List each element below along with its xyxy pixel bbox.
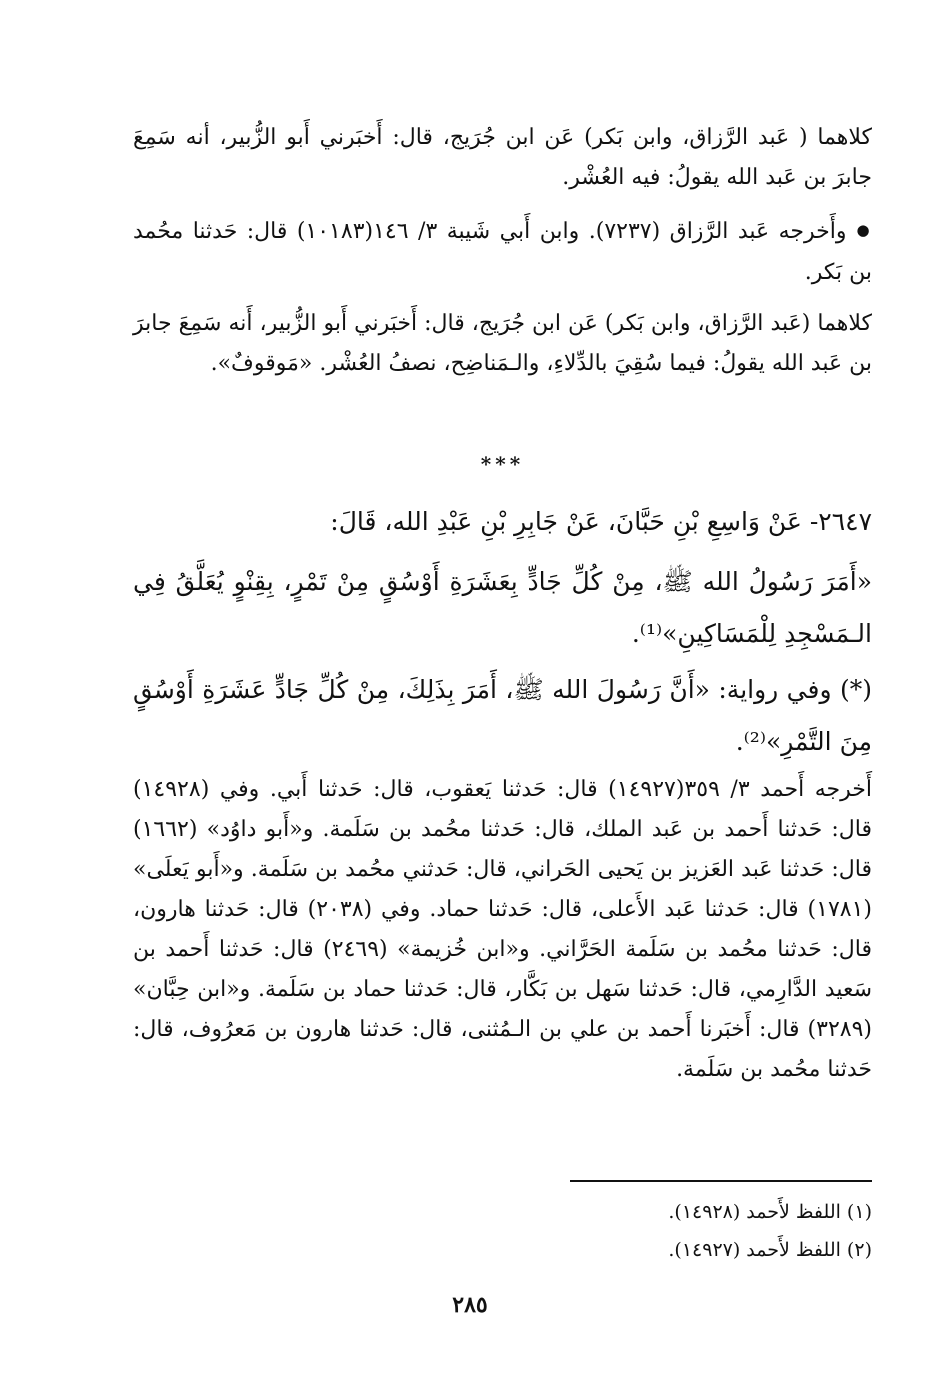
takhrij-paragraph: أَخرجه أَحمد ٣/ ٣٥٩(١٤٩٢٧) قال: حَدثنا يَعقوب، قال: حَدثنا أَبي. وفي (١٤٩٢٨) قال: حَدثنا أَحمد بن عَبد الملك، قال: حَدثنا محُمد بن سَلَمة. و«أَبو داوُد» (١٦٦٢) قال: حَدثنا عَبد العَزيز بن يَحيى الحَراني، قال: حَدثني محُمد بن سَلَمة. و«أَبو يَعلَى» (١٧٨١) قال: حَدثنا عَبد الأَعلى، قال: حَدثنا حماد. وفي (٢٠٣٨) قال: حَدثنا هارون، قال: حَدثنا محُمد بن سَلَمة الحَرَّاني. و«ابن خُزيمة» (٢٤٦٩) قال: حَدثنا أَحمد بن سَعيد الدَّارِمي، قال: حَدثنا سَهل بن بَكَّار، قال: حَدثنا حماد بن سَلَمة. و«ابن حِبَّان» (٣٢٨٩) قال: أَخبَرنا أَحمد بن علي بن الـمُثنى، قال: حَدثنا هارون بن مَعرُوف، قال: حَدثنا محُمد بن سَلَمة. <box>133 777 873 1082</box>
footnote-1: (١) اللفظ لأَحمد (١٤٩٢٨). <box>668 1201 872 1223</box>
hadith-variant: (*) وفي رواية: «أَنَّ رَسُولَ الله ﷺ، أَمَرَ بِذَلِكَ، مِنْ كُلِّ جَادٍّ عَشَرَةِ أَوْسُقٍ مِنَ التَّمْرِ»⁽²⁾. <box>133 675 872 756</box>
paragraph-1: كلاهما ( عَبد الرَّزاق، وابن بَكر) عَن ابن جُرَيج، قال: أَخبَرني أَبو الزُّبير، أنه سَمِعَ جابرَ بن عَبد الله يقولُ: فيه العُشْر. <box>133 125 872 190</box>
page-number: ٢٨٥ <box>452 1292 488 1318</box>
hadith-heading: ٢٦٤٧- عَنْ وَاسِعِ بْنِ حَبَّانَ، عَنْ جَابِرِ بْنِ عَبْدِ الله، قَالَ: <box>330 507 872 536</box>
paragraph-3: كلاهما (عَبد الرَّزاق، وابن بَكر) عَن ابن جُرَيج، قال: أَخبَرني أَبو الزُّبير، أَنه سَمِعَ جابرَ بن عَبد الله يقولُ: فيما سُقِيَ بالدِّلاءِ، والـمَناضِح، نصفُ العُشْر. «مَوقوفٌ». <box>133 311 872 376</box>
section-separator: *** <box>480 452 525 476</box>
footnote-separator <box>570 1180 872 1182</box>
paragraph-2-bullet: ● وأَخرجه عَبد الرَّزاق (٧٢٣٧). وابن أَبي شَيبة ٣/ ١٤٦(١٠١٨٣) قال: حَدثنا محُمد بن بَكر. <box>133 212 872 293</box>
hadith-text: «أَمَرَ رَسُولُ الله ﷺ، مِنْ كُلِّ جَادٍّ بِعَشَرَةِ أَوْسُقٍ مِنْ تَمْرٍ، بِقِنْوٍ يُعَلَّقُ فِي الـمَسْجِدِ لِلْمَسَاكِينِ»⁽¹⁾. <box>133 567 872 648</box>
footnote-2: (٢) اللفظ لأَحمد (١٤٩٢٧). <box>668 1239 872 1261</box>
